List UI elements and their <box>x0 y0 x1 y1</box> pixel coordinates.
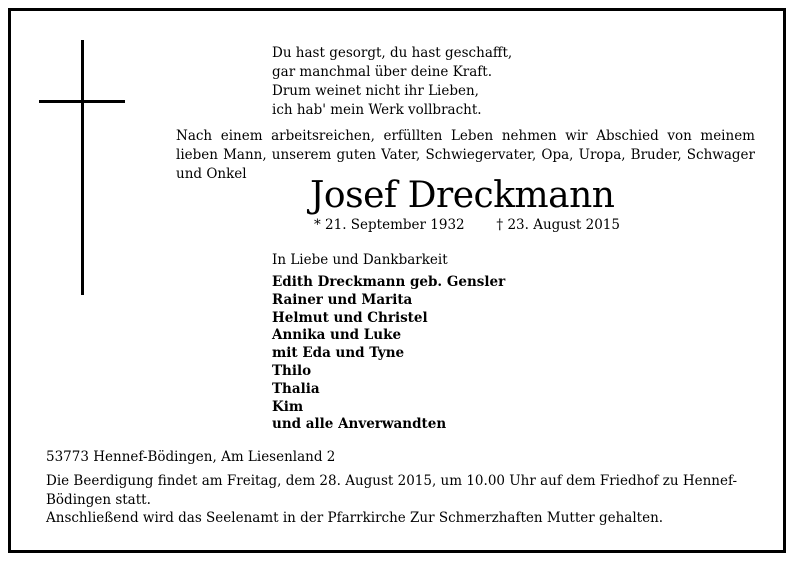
cross-horizontal-bar <box>39 100 125 103</box>
family-member: Thilo <box>272 362 312 379</box>
birth-date: * 21. September 1932 <box>314 217 465 233</box>
poem-line: ich hab' mein Werk vollbracht. <box>272 102 482 118</box>
poem-line: gar manchmal über deine Kraft. <box>272 64 492 80</box>
family-member: Kim <box>272 398 304 415</box>
funeral-text: Die Beerdigung findet am Freitag, dem 28. August 2015, um 10.00 Uhr auf dem Friedhof zu Hennef-Bödingen statt. <box>46 473 738 508</box>
family-member: Edith Dreckmann geb. Gensler <box>272 274 506 290</box>
life-dates <box>314 216 620 235</box>
mass-text: Anschließend wird das Seelenamt in der Pfarrkirche Zur Schmerzhaften Mutter gehalten. <box>46 510 664 526</box>
family-member: Annika und Luke <box>272 327 402 344</box>
family-list <box>272 274 505 434</box>
family-member: Helmut und Christel <box>272 309 428 326</box>
poem <box>272 44 512 120</box>
family-member: Thalia <box>272 380 320 397</box>
deceased-name: Josef Dreckmann <box>310 175 615 216</box>
family-member: Rainer und Marita <box>272 291 413 308</box>
poem-line: Du hast gesorgt, du hast geschafft, <box>272 45 513 61</box>
death-date: † 23. August 2015 <box>496 217 620 233</box>
thanks-line: In Liebe und Dankbarkeit <box>272 252 448 268</box>
cross-vertical-bar <box>81 40 84 295</box>
funeral-info <box>46 472 754 528</box>
family-member: mit Eda und Tyne <box>272 345 405 362</box>
family-member: und alle Anverwandten <box>272 416 447 433</box>
address: 53773 Hennef-Bödingen, Am Liesenland 2 <box>46 449 336 465</box>
intro-text: Nach einem arbeitsreichen, erfüllten Leben nehmen wir Abschied von meinem lieben Mann, unserem guten Vater, Schwiegervater, Opa, Uropa, Bruder, Schwager und Onkel <box>176 128 755 182</box>
poem-line: Drum weinet nicht ihr Lieben, <box>272 83 479 99</box>
